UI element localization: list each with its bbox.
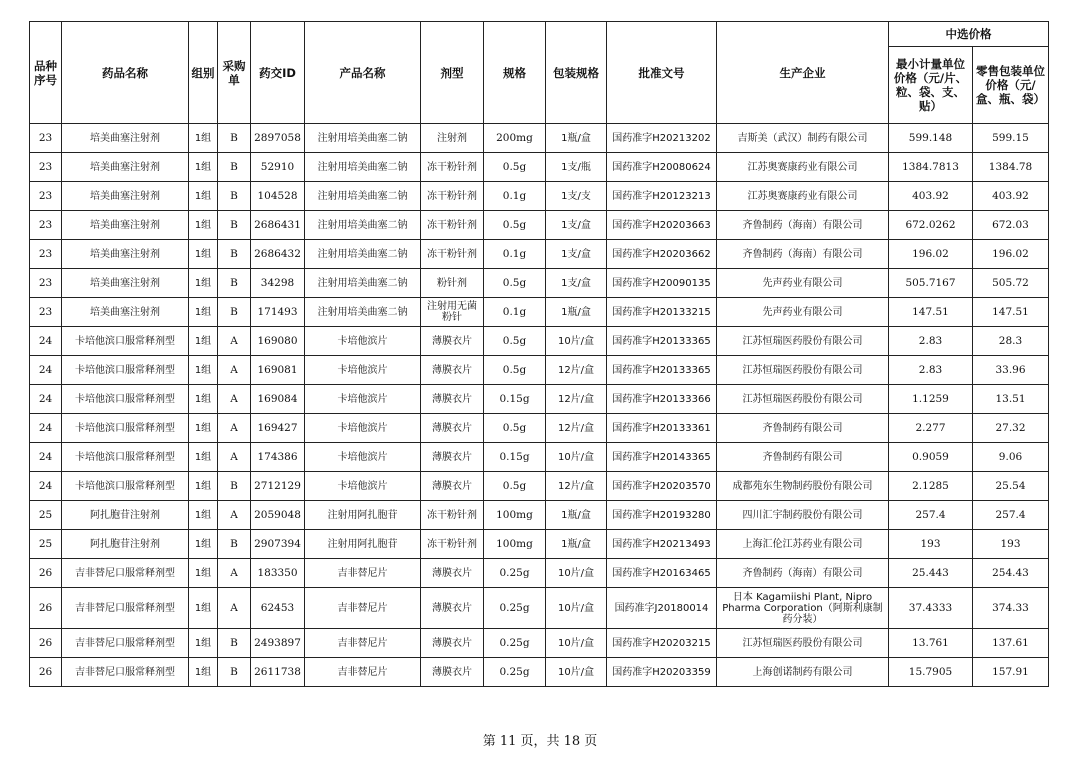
dosage-form-cell: 注射用无菌粉针 (421, 298, 484, 327)
drug-name-cell: 吉非替尼口服常释剂型 (62, 658, 189, 687)
manufacturer-cell: 江苏奥赛康药业有限公司 (717, 182, 889, 211)
table-row (30, 472, 1049, 501)
table-row (30, 211, 1049, 240)
retail-unit-price-cell: 196.02 (973, 240, 1049, 269)
manufacturer-cell: 成都苑东生物制药股份有限公司 (717, 472, 889, 501)
min-unit-price-cell: 147.51 (889, 298, 973, 327)
drug-id-cell: 169081 (251, 356, 305, 385)
drug-name-cell: 卡培他滨口服常释剂型 (62, 356, 189, 385)
drug-name-cell: 培美曲塞注射剂 (62, 269, 189, 298)
seq-cell: 23 (30, 153, 62, 182)
dosage-form-cell: 薄膜衣片 (421, 385, 484, 414)
group-cell: 1组 (189, 211, 218, 240)
group-cell: 1组 (189, 588, 218, 629)
product-name-cell: 卡培他滨片 (305, 356, 421, 385)
drug-id-cell: 2686431 (251, 211, 305, 240)
package-spec-cell: 10片/盒 (546, 559, 607, 588)
header-dosage-form: 剂型 (421, 22, 484, 124)
product-name-cell: 卡培他滨片 (305, 472, 421, 501)
approval-no-cell: 国药准字H20213493 (607, 530, 717, 559)
dosage-form-cell: 薄膜衣片 (421, 472, 484, 501)
purchase-list-cell: B (218, 298, 251, 327)
manufacturer-cell: 先声药业有限公司 (717, 269, 889, 298)
package-spec-cell: 1瓶/盒 (546, 501, 607, 530)
manufacturer-cell: 齐鲁制药有限公司 (717, 443, 889, 472)
retail-unit-price-cell: 257.4 (973, 501, 1049, 530)
approval-no-cell: 国药准字H20133361 (607, 414, 717, 443)
approval-no-cell: 国药准字H20133366 (607, 385, 717, 414)
purchase-list-cell: A (218, 559, 251, 588)
purchase-list-cell: B (218, 658, 251, 687)
package-spec-cell: 12片/盒 (546, 385, 607, 414)
drug-id-cell: 174386 (251, 443, 305, 472)
purchase-list-cell: B (218, 629, 251, 658)
header-seq: 品种序号 (30, 22, 62, 124)
manufacturer-cell: 先声药业有限公司 (717, 298, 889, 327)
drug-id-cell: 2493897 (251, 629, 305, 658)
dosage-form-cell: 薄膜衣片 (421, 356, 484, 385)
table-row (30, 269, 1049, 298)
retail-unit-price-cell: 1384.78 (973, 153, 1049, 182)
package-spec-cell: 1瓶/盒 (546, 298, 607, 327)
product-name-cell: 卡培他滨片 (305, 327, 421, 356)
group-cell: 1组 (189, 472, 218, 501)
min-unit-price-cell: 257.4 (889, 501, 973, 530)
min-unit-price-cell: 1384.7813 (889, 153, 973, 182)
package-spec-cell: 1支/盒 (546, 240, 607, 269)
manufacturer-cell: 江苏恒瑞医药股份有限公司 (717, 385, 889, 414)
drug-id-cell: 171493 (251, 298, 305, 327)
drug-name-cell: 阿扎胞苷注射剂 (62, 501, 189, 530)
header-drug-id: 药交ID (251, 22, 305, 124)
retail-unit-price-cell: 13.51 (973, 385, 1049, 414)
approval-no-cell: 国药准字H20203215 (607, 629, 717, 658)
group-cell: 1组 (189, 182, 218, 211)
approval-no-cell: 国药准字H20213202 (607, 124, 717, 153)
min-unit-price-cell: 25.443 (889, 559, 973, 588)
spec-cell: 100mg (484, 530, 546, 559)
drug-name-cell: 吉非替尼口服常释剂型 (62, 588, 189, 629)
approval-no-cell: 国药准字H20203570 (607, 472, 717, 501)
product-name-cell: 吉非替尼片 (305, 629, 421, 658)
seq-cell: 24 (30, 414, 62, 443)
package-spec-cell: 10片/盒 (546, 327, 607, 356)
product-name-cell: 注射用阿扎胞苷 (305, 501, 421, 530)
table-row (30, 182, 1049, 211)
manufacturer-cell: 吉斯美（武汉）制药有限公司 (717, 124, 889, 153)
table-row (30, 385, 1049, 414)
group-cell: 1组 (189, 658, 218, 687)
group-cell: 1组 (189, 298, 218, 327)
group-cell: 1组 (189, 240, 218, 269)
drug-id-cell: 169080 (251, 327, 305, 356)
product-name-cell: 注射用培美曲塞二钠 (305, 211, 421, 240)
group-cell: 1组 (189, 385, 218, 414)
header-retail-unit-price: 零售包装单位价格（元/盒、瓶、袋） (973, 47, 1049, 124)
spec-cell: 0.25g (484, 658, 546, 687)
dosage-form-cell: 薄膜衣片 (421, 629, 484, 658)
product-name-cell: 吉非替尼片 (305, 559, 421, 588)
drug-id-cell: 34298 (251, 269, 305, 298)
header-manufacturer: 生产企业 (717, 22, 889, 124)
seq-cell: 26 (30, 658, 62, 687)
header-group: 组别 (189, 22, 218, 124)
product-name-cell: 卡培他滨片 (305, 443, 421, 472)
min-unit-price-cell: 2.277 (889, 414, 973, 443)
group-cell: 1组 (189, 124, 218, 153)
table-row (30, 356, 1049, 385)
min-unit-price-cell: 13.761 (889, 629, 973, 658)
min-unit-price-cell: 505.7167 (889, 269, 973, 298)
drug-name-cell: 卡培他滨口服常释剂型 (62, 327, 189, 356)
manufacturer-cell: 日本 Kagamiishi Plant, Nipro Pharma Corporation（阿斯利康制药分装） (717, 588, 889, 629)
min-unit-price-cell: 599.148 (889, 124, 973, 153)
manufacturer-cell: 齐鲁制药（海南）有限公司 (717, 211, 889, 240)
manufacturer-cell: 齐鲁制药（海南）有限公司 (717, 559, 889, 588)
min-unit-price-cell: 193 (889, 530, 973, 559)
spec-cell: 0.5g (484, 153, 546, 182)
retail-unit-price-cell: 599.15 (973, 124, 1049, 153)
dosage-form-cell: 冻干粉针剂 (421, 530, 484, 559)
seq-cell: 26 (30, 588, 62, 629)
dosage-form-cell: 冻干粉针剂 (421, 182, 484, 211)
approval-no-cell: 国药准字H20163465 (607, 559, 717, 588)
retail-unit-price-cell: 137.61 (973, 629, 1049, 658)
group-cell: 1组 (189, 153, 218, 182)
dosage-form-cell: 薄膜衣片 (421, 327, 484, 356)
purchase-list-cell: A (218, 443, 251, 472)
header-min-unit-price: 最小计量单位价格（元/片、粒、袋、支、贴） (889, 47, 973, 124)
drug-id-cell: 52910 (251, 153, 305, 182)
seq-cell: 25 (30, 501, 62, 530)
table-row (30, 153, 1049, 182)
group-cell: 1组 (189, 501, 218, 530)
min-unit-price-cell: 2.83 (889, 327, 973, 356)
purchase-list-cell: B (218, 153, 251, 182)
table-row (30, 629, 1049, 658)
product-name-cell: 卡培他滨片 (305, 385, 421, 414)
retail-unit-price-cell: 9.06 (973, 443, 1049, 472)
drug-name-cell: 培美曲塞注射剂 (62, 153, 189, 182)
drug-id-cell: 2907394 (251, 530, 305, 559)
header-drug-name: 药品名称 (62, 22, 189, 124)
spec-cell: 100mg (484, 501, 546, 530)
table-row (30, 501, 1049, 530)
spec-cell: 0.1g (484, 240, 546, 269)
purchase-list-cell: A (218, 385, 251, 414)
retail-unit-price-cell: 157.91 (973, 658, 1049, 687)
spec-cell: 0.5g (484, 211, 546, 240)
dosage-form-cell: 冻干粉针剂 (421, 240, 484, 269)
spec-cell: 0.15g (484, 443, 546, 472)
drug-name-cell: 卡培他滨口服常释剂型 (62, 385, 189, 414)
drug-name-cell: 卡培他滨口服常释剂型 (62, 414, 189, 443)
product-name-cell: 注射用培美曲塞二钠 (305, 269, 421, 298)
approval-no-cell: 国药准字J20180014 (607, 588, 717, 629)
table-row (30, 588, 1049, 629)
seq-cell: 23 (30, 240, 62, 269)
seq-cell: 23 (30, 298, 62, 327)
drug-name-cell: 培美曲塞注射剂 (62, 211, 189, 240)
approval-no-cell: 国药准字H20203662 (607, 240, 717, 269)
table-row (30, 414, 1049, 443)
seq-cell: 25 (30, 530, 62, 559)
table-row (30, 240, 1049, 269)
spec-cell: 0.1g (484, 298, 546, 327)
drug-name-cell: 培美曲塞注射剂 (62, 124, 189, 153)
spec-cell: 0.5g (484, 356, 546, 385)
retail-unit-price-cell: 672.03 (973, 211, 1049, 240)
drug-id-cell: 2611738 (251, 658, 305, 687)
header-approval-no: 批准文号 (607, 22, 717, 124)
drug-id-cell: 169427 (251, 414, 305, 443)
table-row (30, 298, 1049, 327)
manufacturer-cell: 上海创诺制药有限公司 (717, 658, 889, 687)
drug-name-cell: 卡培他滨口服常释剂型 (62, 472, 189, 501)
manufacturer-cell: 齐鲁制药有限公司 (717, 414, 889, 443)
spec-cell: 0.1g (484, 182, 546, 211)
seq-cell: 24 (30, 327, 62, 356)
package-spec-cell: 12片/盒 (546, 414, 607, 443)
spec-cell: 0.15g (484, 385, 546, 414)
drug-price-table (29, 21, 1049, 687)
group-cell: 1组 (189, 356, 218, 385)
approval-no-cell: 国药准字H20133365 (607, 327, 717, 356)
package-spec-cell: 10片/盒 (546, 629, 607, 658)
min-unit-price-cell: 1.1259 (889, 385, 973, 414)
dosage-form-cell: 粉针剂 (421, 269, 484, 298)
min-unit-price-cell: 0.9059 (889, 443, 973, 472)
min-unit-price-cell: 196.02 (889, 240, 973, 269)
drug-name-cell: 阿扎胞苷注射剂 (62, 530, 189, 559)
manufacturer-cell: 江苏恒瑞医药股份有限公司 (717, 356, 889, 385)
purchase-list-cell: B (218, 211, 251, 240)
seq-cell: 23 (30, 269, 62, 298)
table-header (30, 22, 1049, 124)
package-spec-cell: 1瓶/盒 (546, 124, 607, 153)
header-product-name: 产品名称 (305, 22, 421, 124)
purchase-list-cell: B (218, 269, 251, 298)
manufacturer-cell: 江苏奥赛康药业有限公司 (717, 153, 889, 182)
group-cell: 1组 (189, 629, 218, 658)
retail-unit-price-cell: 147.51 (973, 298, 1049, 327)
min-unit-price-cell: 672.0262 (889, 211, 973, 240)
retail-unit-price-cell: 193 (973, 530, 1049, 559)
drug-id-cell: 104528 (251, 182, 305, 211)
seq-cell: 23 (30, 124, 62, 153)
approval-no-cell: 国药准字H20193280 (607, 501, 717, 530)
drug-name-cell: 吉非替尼口服常释剂型 (62, 559, 189, 588)
drug-id-cell: 2712129 (251, 472, 305, 501)
product-name-cell: 吉非替尼片 (305, 588, 421, 629)
manufacturer-cell: 江苏恒瑞医药股份有限公司 (717, 629, 889, 658)
product-name-cell: 注射用培美曲塞二钠 (305, 298, 421, 327)
package-spec-cell: 10片/盒 (546, 588, 607, 629)
header-package-spec: 包装规格 (546, 22, 607, 124)
purchase-list-cell: B (218, 124, 251, 153)
table-body (30, 124, 1049, 687)
drug-id-cell: 2897058 (251, 124, 305, 153)
seq-cell: 24 (30, 356, 62, 385)
product-name-cell: 注射用培美曲塞二钠 (305, 124, 421, 153)
manufacturer-cell: 上海汇伦江苏药业有限公司 (717, 530, 889, 559)
table-row (30, 658, 1049, 687)
header-purchase-list: 采购单 (218, 22, 251, 124)
purchase-list-cell: B (218, 182, 251, 211)
retail-unit-price-cell: 33.96 (973, 356, 1049, 385)
seq-cell: 23 (30, 182, 62, 211)
manufacturer-cell: 江苏恒瑞医药股份有限公司 (717, 327, 889, 356)
package-spec-cell: 12片/盒 (546, 356, 607, 385)
manufacturer-cell: 四川汇宇制药股份有限公司 (717, 501, 889, 530)
spec-cell: 0.25g (484, 588, 546, 629)
package-spec-cell: 10片/盒 (546, 443, 607, 472)
spec-cell: 0.25g (484, 559, 546, 588)
product-name-cell: 注射用培美曲塞二钠 (305, 182, 421, 211)
package-spec-cell: 12片/盒 (546, 472, 607, 501)
group-cell: 1组 (189, 414, 218, 443)
drug-name-cell: 卡培他滨口服常释剂型 (62, 443, 189, 472)
header-selected-price: 中选价格 (889, 22, 1049, 47)
package-spec-cell: 1瓶/盒 (546, 530, 607, 559)
drug-id-cell: 2059048 (251, 501, 305, 530)
seq-cell: 24 (30, 472, 62, 501)
seq-cell: 26 (30, 559, 62, 588)
spec-cell: 0.5g (484, 327, 546, 356)
product-name-cell: 注射用阿扎胞苷 (305, 530, 421, 559)
purchase-list-cell: B (218, 530, 251, 559)
drug-name-cell: 培美曲塞注射剂 (62, 298, 189, 327)
drug-id-cell: 169084 (251, 385, 305, 414)
seq-cell: 24 (30, 443, 62, 472)
purchase-list-cell: A (218, 588, 251, 629)
approval-no-cell: 国药准字H20203359 (607, 658, 717, 687)
drug-id-cell: 62453 (251, 588, 305, 629)
retail-unit-price-cell: 254.43 (973, 559, 1049, 588)
table-row (30, 443, 1049, 472)
dosage-form-cell: 薄膜衣片 (421, 443, 484, 472)
purchase-list-cell: B (218, 240, 251, 269)
min-unit-price-cell: 403.92 (889, 182, 973, 211)
package-spec-cell: 1支/盒 (546, 269, 607, 298)
drug-name-cell: 培美曲塞注射剂 (62, 240, 189, 269)
dosage-form-cell: 薄膜衣片 (421, 588, 484, 629)
product-name-cell: 注射用培美曲塞二钠 (305, 153, 421, 182)
spec-cell: 0.5g (484, 269, 546, 298)
approval-no-cell: 国药准字H20143365 (607, 443, 717, 472)
product-name-cell: 吉非替尼片 (305, 658, 421, 687)
group-cell: 1组 (189, 269, 218, 298)
package-spec-cell: 1支/支 (546, 182, 607, 211)
dosage-form-cell: 注射剂 (421, 124, 484, 153)
seq-cell: 26 (30, 629, 62, 658)
product-name-cell: 注射用培美曲塞二钠 (305, 240, 421, 269)
retail-unit-price-cell: 25.54 (973, 472, 1049, 501)
group-cell: 1组 (189, 327, 218, 356)
drug-id-cell: 2686432 (251, 240, 305, 269)
approval-no-cell: 国药准字H20080624 (607, 153, 717, 182)
dosage-form-cell: 冻干粉针剂 (421, 153, 484, 182)
group-cell: 1组 (189, 559, 218, 588)
min-unit-price-cell: 2.1285 (889, 472, 973, 501)
package-spec-cell: 1支/瓶 (546, 153, 607, 182)
dosage-form-cell: 冻干粉针剂 (421, 211, 484, 240)
package-spec-cell: 10片/盒 (546, 658, 607, 687)
drug-name-cell: 培美曲塞注射剂 (62, 182, 189, 211)
retail-unit-price-cell: 505.72 (973, 269, 1049, 298)
dosage-form-cell: 薄膜衣片 (421, 658, 484, 687)
purchase-list-cell: A (218, 356, 251, 385)
drug-id-cell: 183350 (251, 559, 305, 588)
spec-cell: 0.5g (484, 414, 546, 443)
approval-no-cell: 国药准字H20133365 (607, 356, 717, 385)
seq-cell: 24 (30, 385, 62, 414)
retail-unit-price-cell: 403.92 (973, 182, 1049, 211)
retail-unit-price-cell: 27.32 (973, 414, 1049, 443)
retail-unit-price-cell: 28.3 (973, 327, 1049, 356)
seq-cell: 23 (30, 211, 62, 240)
product-name-cell: 卡培他滨片 (305, 414, 421, 443)
min-unit-price-cell: 37.4333 (889, 588, 973, 629)
spec-cell: 200mg (484, 124, 546, 153)
purchase-list-cell: A (218, 501, 251, 530)
group-cell: 1组 (189, 443, 218, 472)
retail-unit-price-cell: 374.33 (973, 588, 1049, 629)
spec-cell: 0.5g (484, 472, 546, 501)
dosage-form-cell: 薄膜衣片 (421, 414, 484, 443)
drug-name-cell: 吉非替尼口服常释剂型 (62, 629, 189, 658)
min-unit-price-cell: 2.83 (889, 356, 973, 385)
package-spec-cell: 1支/盒 (546, 211, 607, 240)
manufacturer-cell: 齐鲁制药（海南）有限公司 (717, 240, 889, 269)
table-row (30, 327, 1049, 356)
approval-no-cell: 国药准字H20133215 (607, 298, 717, 327)
approval-no-cell: 国药准字H20203663 (607, 211, 717, 240)
dosage-form-cell: 冻干粉针剂 (421, 501, 484, 530)
min-unit-price-cell: 15.7905 (889, 658, 973, 687)
header-spec: 规格 (484, 22, 546, 124)
table-row (30, 124, 1049, 153)
approval-no-cell: 国药准字H20123213 (607, 182, 717, 211)
spec-cell: 0.25g (484, 629, 546, 658)
purchase-list-cell: A (218, 414, 251, 443)
purchase-list-cell: B (218, 472, 251, 501)
group-cell: 1组 (189, 530, 218, 559)
purchase-list-cell: A (218, 327, 251, 356)
table-row (30, 530, 1049, 559)
dosage-form-cell: 薄膜衣片 (421, 559, 484, 588)
table-row (30, 559, 1049, 588)
page-number: 第 11 页，共 18 页 (482, 734, 598, 749)
approval-no-cell: 国药准字H20090135 (607, 269, 717, 298)
